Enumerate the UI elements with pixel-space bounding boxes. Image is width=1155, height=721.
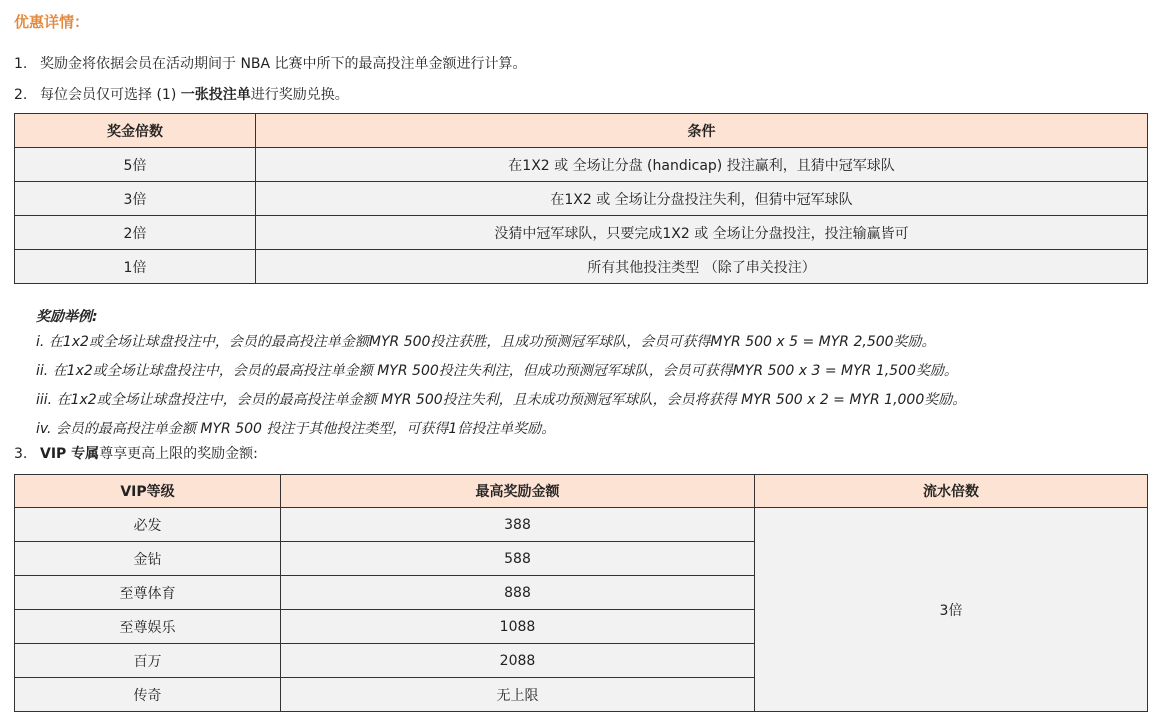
table-row <box>15 250 1148 284</box>
condition-cell: 所有其他投注类型 （除了串关投注） <box>256 250 1148 284</box>
rule-item-1 <box>14 54 527 74</box>
rule-text-bold: 一张投注单 <box>180 87 251 103</box>
max-reward-cell: 2088 <box>281 644 755 678</box>
rule-text: 奖励金将依据会员在活动期间于 NBA 比赛中所下的最高投注单金额进行计算。 <box>40 56 527 72</box>
max-reward-cell: 888 <box>281 576 755 610</box>
section-heading: 优惠详情： <box>14 13 90 31</box>
vip-level-cell: 传奇 <box>15 678 281 712</box>
rule-number: 1. <box>14 56 28 72</box>
multiplier-cell: 3倍 <box>15 182 256 216</box>
condition-cell: 在1X2 或 全场让分盘 (handicap) 投注赢利，且猜中冠军球队 <box>256 148 1148 182</box>
vip-level-cell: 至尊体育 <box>15 576 281 610</box>
rule-text-before: 每位会员仅可选择 (1) <box>40 87 181 103</box>
rule-number: 2. <box>14 87 28 103</box>
reward-examples <box>36 306 966 444</box>
column-header-multiplier: 奖金倍数 <box>15 114 256 148</box>
rule-text-after: 尊享更高上限的奖励金额: <box>99 446 258 462</box>
examples-title: 奖励举例: <box>36 309 98 325</box>
condition-cell: 没猜中冠军球队，只要完成1X2 或 全场让分盘投注，投注输赢皆可 <box>256 216 1148 250</box>
example-item: iv. 会员的最高投注单金额 MYR 500 投注于其他投注类型，可获得1倍投注单奖励。 <box>36 421 556 437</box>
table-header-row <box>15 114 1148 148</box>
table-row <box>15 216 1148 250</box>
vip-level-cell: 百万 <box>15 644 281 678</box>
example-item: ii. 在1x2或全场让球盘投注中，会员的最高投注单金额 MYR 500投注失利注，但成功预测冠军球队，会员可获得MYR 500 x 3 = MYR 1,500奖励。 <box>36 363 958 379</box>
multiplier-cell: 5倍 <box>15 148 256 182</box>
vip-level-cell: 至尊娱乐 <box>15 610 281 644</box>
max-reward-cell: 588 <box>281 542 755 576</box>
table-header-row <box>15 475 1148 508</box>
column-header-condition: 条件 <box>256 114 1148 148</box>
rule-item-3 <box>14 444 258 464</box>
turnover-cell: 3倍 <box>755 508 1148 712</box>
table-row <box>15 148 1148 182</box>
example-item: iii. 在1x2或全场让球盘投注中，会员的最高投注单金额 MYR 500投注失利，且未成功预测冠军球队，会员将获得 MYR 500 x 2 = MYR 1,000奖励。 <box>36 392 967 408</box>
table-row <box>15 182 1148 216</box>
example-item: i. 在1x2或全场让球盘投注中，会员的最高投注单金额MYR 500投注获胜，且成功预测冠军球队，会员可获得MYR 500 x 5 = MYR 2,500奖励。 <box>36 334 936 350</box>
vip-level-cell: 必发 <box>15 508 281 542</box>
rule-item-2 <box>14 85 349 105</box>
rule-text-after: 进行奖励兑换。 <box>250 87 349 103</box>
column-header-turnover: 流水倍数 <box>755 475 1148 508</box>
max-reward-cell: 无上限 <box>281 678 755 712</box>
multiplier-cell: 1倍 <box>15 250 256 284</box>
vip-reward-table <box>14 474 1148 712</box>
max-reward-cell: 388 <box>281 508 755 542</box>
rule-text-bold: VIP 专属 <box>40 446 100 462</box>
bonus-multiplier-table <box>14 113 1148 284</box>
table-row <box>15 508 1148 542</box>
column-header-vip-level: VIP等级 <box>15 475 281 508</box>
multiplier-cell: 2倍 <box>15 216 256 250</box>
vip-level-cell: 金钻 <box>15 542 281 576</box>
max-reward-cell: 1088 <box>281 610 755 644</box>
rule-number: 3. <box>14 446 28 462</box>
column-header-max-reward: 最高奖励金额 <box>281 475 755 508</box>
condition-cell: 在1X2 或 全场让分盘投注失利，但猜中冠军球队 <box>256 182 1148 216</box>
